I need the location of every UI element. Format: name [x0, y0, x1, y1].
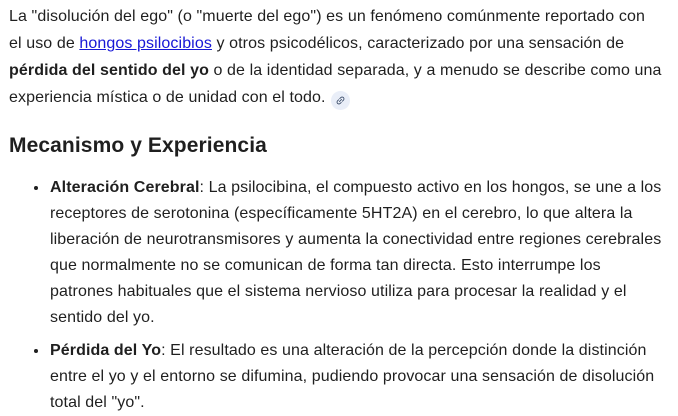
link-chain-icon	[335, 95, 346, 106]
intro-text-1: La "disolución del ego" (o "muerte del ego") es un fenómeno comúnmente reportado con el uso de	[9, 8, 645, 52]
intro-text-3: o de la identidad separada, y a menudo se describe como una experiencia mística o de unidad con el todo.	[9, 62, 662, 106]
list-item-perdida-del-yo	[49, 338, 662, 416]
intro-bold-perdida-sentido-yo: pérdida del sentido del yo	[9, 62, 209, 79]
list-item-alteracion-cerebral	[49, 175, 662, 331]
section-heading: Mecanismo y Experiencia	[9, 134, 267, 157]
bullet-term: Alteración Cerebral	[50, 179, 200, 196]
citation-chip[interactable]	[331, 91, 350, 110]
intro-paragraph	[9, 3, 662, 111]
inline-link-hongos-psilocibios[interactable]: hongos psilocibios	[79, 35, 212, 52]
intro-text-2: y otros psicodélicos, caracterizado por una sensación de	[211, 35, 625, 52]
mechanism-bullet-list	[9, 175, 662, 416]
bullet-description: : La psilocibina, el compuesto activo en los hongos, se une a los receptores de serotonina (específicamente 5HT2A) en el cerebro, lo que altera la liberación de neurotransmisores y aumenta la conectividad entre regiones cerebrales que normalmente no se comunican de forma tan directa. Esto interrumpe los patrones habituales que el sistema nervioso utiliza para procesar la realidad y el sentido del yo.	[50, 179, 662, 326]
bullet-description: : El resultado es una alteración de la percepción donde la distinción entre el yo y el entorno se difumina, pudiendo provocar una sensación de disolución total del "yo".	[50, 342, 655, 411]
bullet-term: Pérdida del Yo	[50, 342, 162, 359]
